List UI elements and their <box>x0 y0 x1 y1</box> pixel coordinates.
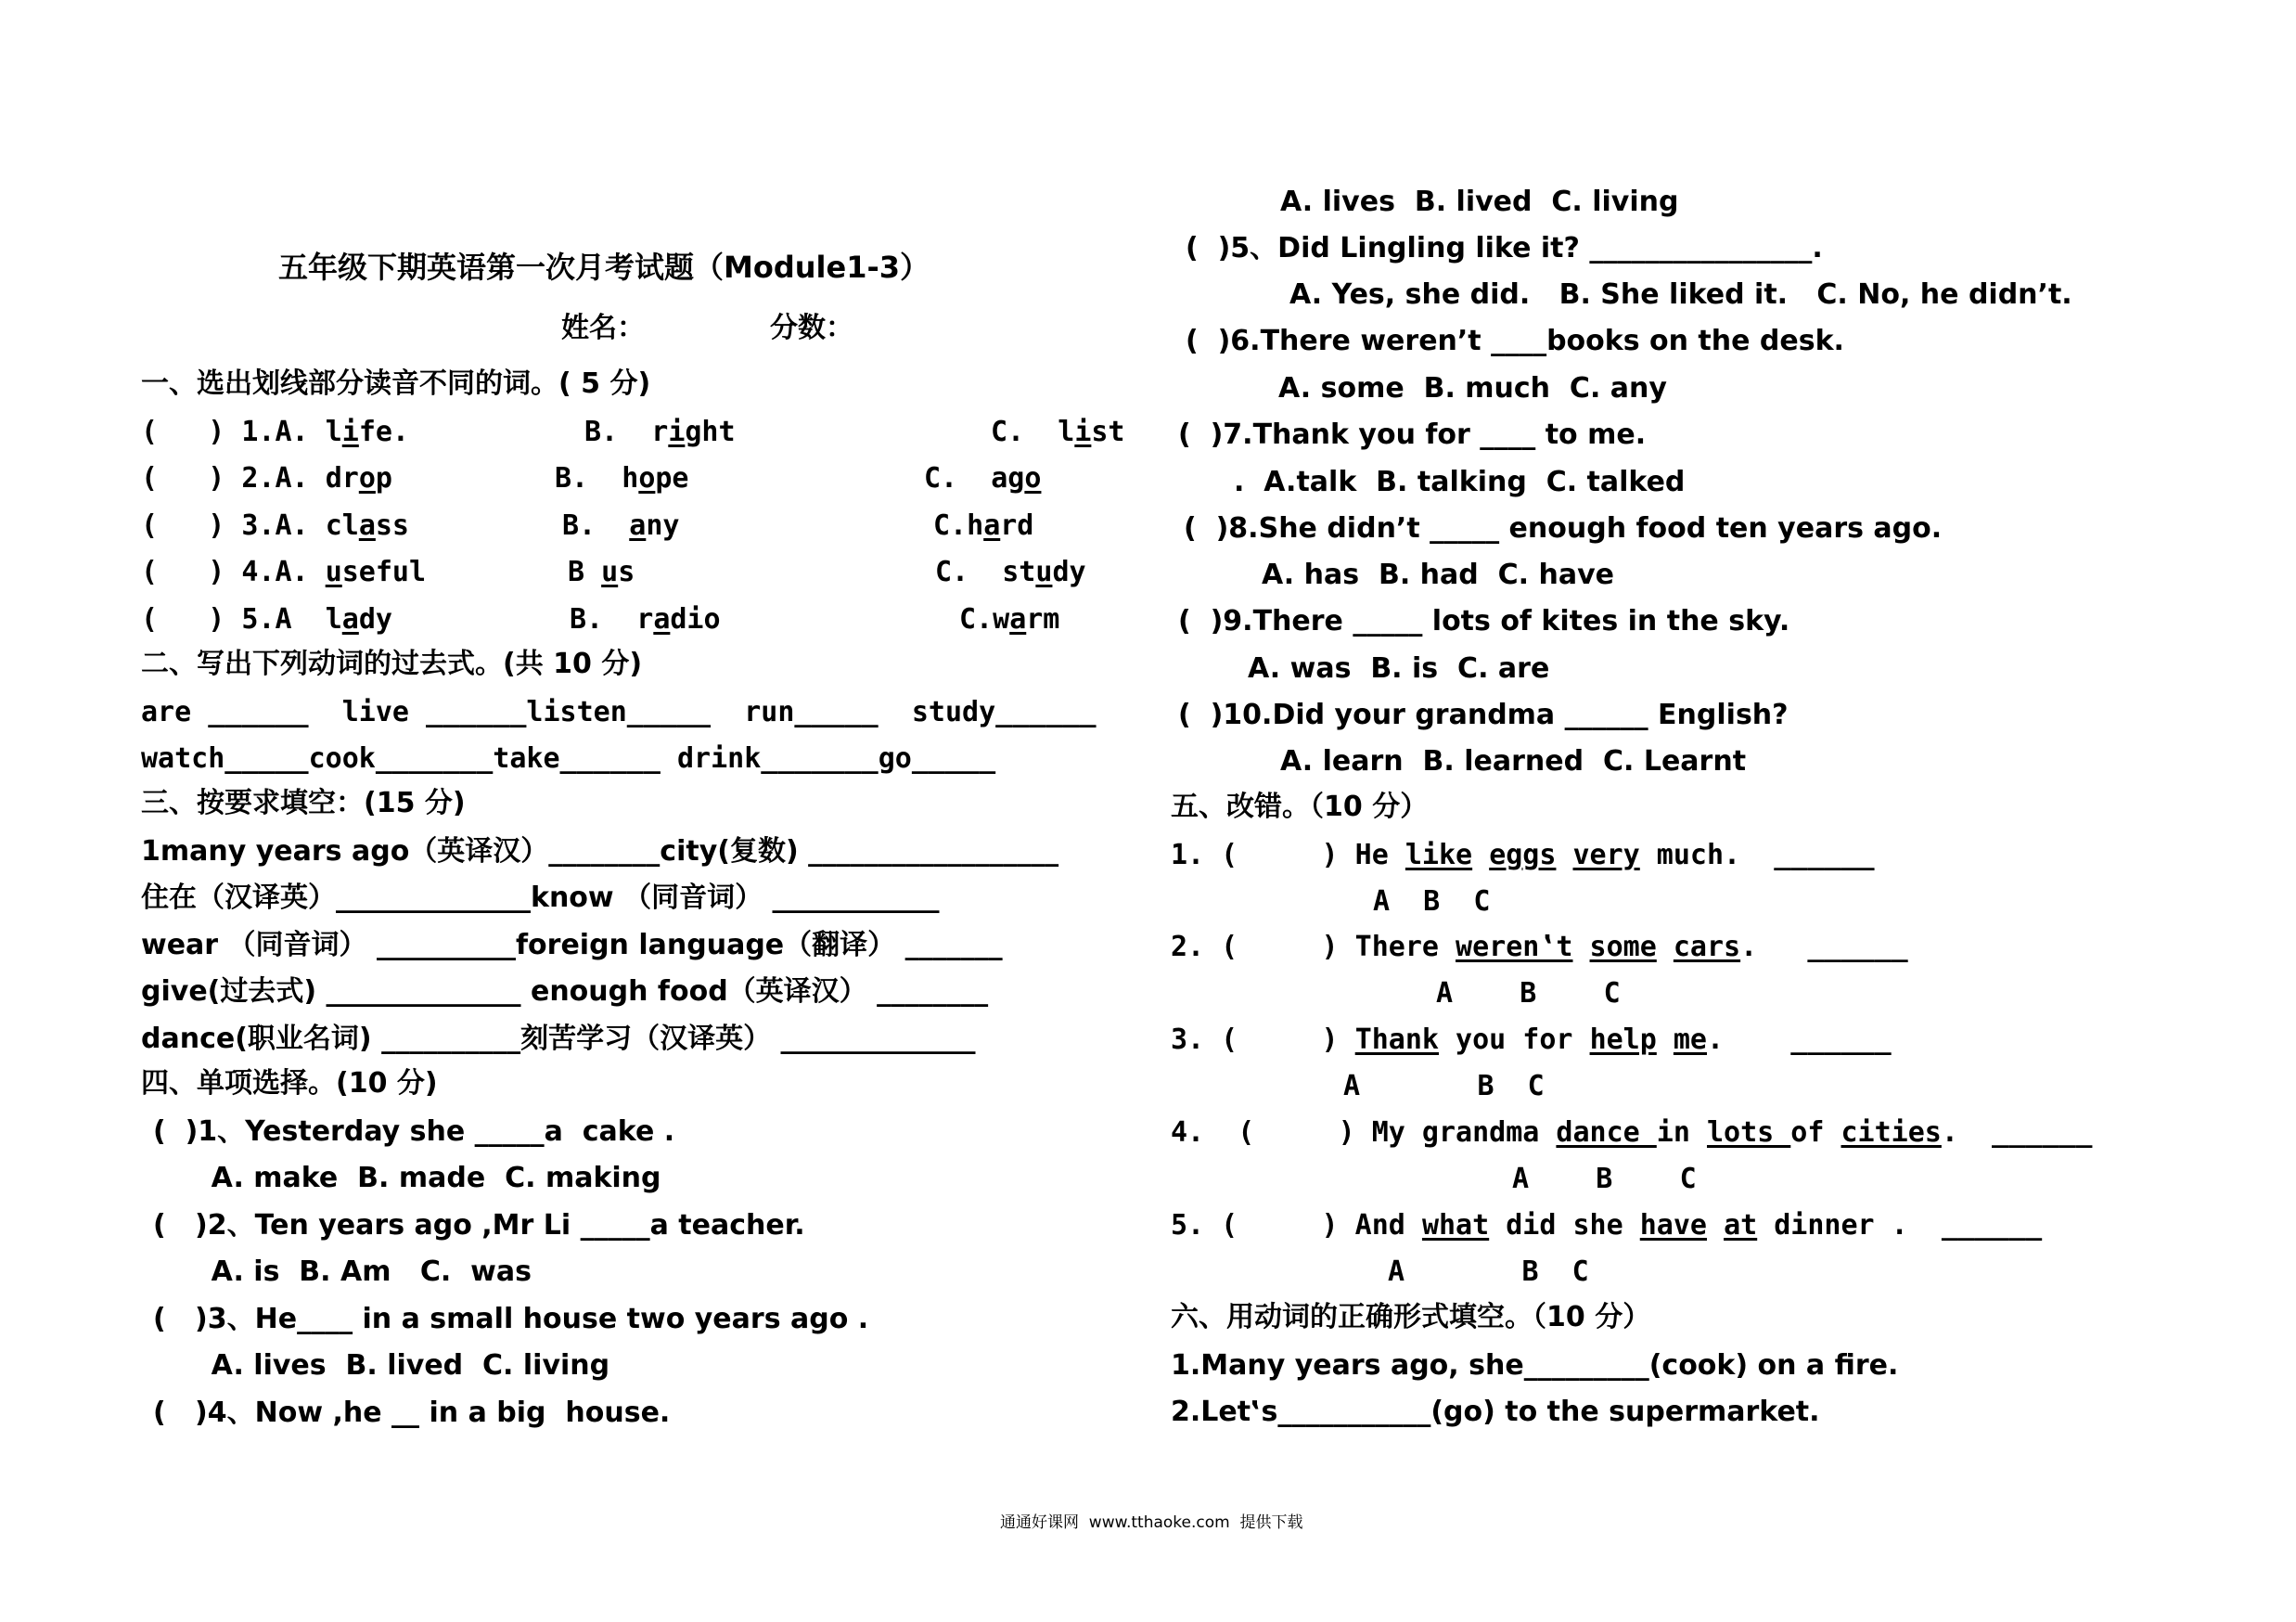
correction-item-3: 3. ( ) Thank you for help me. ______ <box>1171 1023 1892 1056</box>
phonics-option-b: B. right <box>584 416 736 448</box>
name-label: 姓名： <box>561 312 645 344</box>
section3-heading: 三、按要求填空：(15 分) <box>141 787 466 819</box>
phonics-option-b: B. hope <box>555 462 689 495</box>
phonics-item-2: ( ) 2.A. drop <box>141 462 392 495</box>
phonics-item-3: ( ) 3.A. class <box>141 509 409 542</box>
section2-heading: 二、写出下列动词的过去式。(共 10 分) <box>141 648 643 680</box>
correction-letters-1: A B C <box>1373 885 1491 918</box>
section5-heading: 五、改错。（10 分） <box>1171 791 1429 823</box>
choice-line-4: A. is B. Am C. was <box>153 1255 532 1288</box>
phonics-option-c: C. ago <box>924 462 1042 495</box>
choice-line-18: A. was B. is C. are <box>1248 652 1550 685</box>
choice-line-6: A. lives B. lived C. living <box>153 1349 610 1382</box>
score-label: 分数： <box>770 312 853 344</box>
choice-line-11: ( )6.There weren’t ____books on the desk. <box>1186 325 1844 357</box>
phonics-option-c: C. list <box>991 416 1125 448</box>
fill-line-5: dance(职业名词) __________刻苦学习（汉译英） ______________ <box>141 1023 976 1055</box>
fill-line-1: 1many years ago（英译汉）________city(复数) __________________ <box>141 835 1059 868</box>
verb-form-line-2: 2.Let‛s___________(go) to the supermarket. <box>1171 1396 1820 1428</box>
correction-item-5: 5. ( ) And what did she have at dinner . ______ <box>1171 1209 2043 1242</box>
correction-letters-3: A B C <box>1343 1070 1545 1102</box>
phonics-item-4: ( ) 4.A. useful <box>141 556 427 588</box>
phonics-option-c: C.hard <box>933 509 1034 542</box>
choice-line-12: A. some B. much C. any <box>1278 372 1667 405</box>
choice-line-9: ( )5、Did Lingling like it? ________________. <box>1186 232 1823 264</box>
choice-line-8: A. lives B. lived C. living <box>1280 186 1679 218</box>
correction-item-1: 1. ( ) He like eggs very much. ______ <box>1171 839 1875 871</box>
section6-heading: 六、用动词的正确形式填空。（10 分） <box>1171 1301 1651 1333</box>
choice-line-16: A. has B. had C. have <box>1262 559 1614 591</box>
correction-letters-5: A B C <box>1388 1255 1589 1288</box>
phonics-item-5: ( ) 5.A lady <box>141 603 392 636</box>
past-tense-line-1: are ______ live ______listen_____ run_____ study______ <box>141 696 1097 728</box>
past-tense-line-2: watch_____cook_______take______ drink_______go_____ <box>141 742 996 775</box>
fill-line-3: wear （同音词） __________foreign language（翻译） _______ <box>141 929 1003 961</box>
choice-line-17: ( )9.There _____ lots of kites in the sky. <box>1178 605 1790 637</box>
fill-line-2: 住在（汉译英）______________know （同音词） ____________ <box>141 882 940 914</box>
choice-line-2: A. make B. made C. making <box>153 1162 661 1194</box>
page-title: 五年级下期英语第一次月考试题（Module1-3） <box>278 250 930 285</box>
verb-form-line-1: 1.Many years ago, she_________(cook) on a fire. <box>1171 1349 1899 1382</box>
phonics-item-1: ( ) 1.A. life. <box>141 416 409 448</box>
correction-item-2: 2. ( ) There weren‛t some cars. ______ <box>1171 931 1908 963</box>
phonics-option-c: C.warm <box>959 603 1060 636</box>
footer-watermark: 通通好课网 www.tthaoke.com 提供下载 <box>1000 1513 1303 1532</box>
correction-letters-2: A B C <box>1436 977 1621 1010</box>
fill-line-4: give(过去式) ______________ enough food（英译汉） ________ <box>141 975 989 1008</box>
correction-letters-4: A B C <box>1512 1163 1697 1195</box>
choice-line-5: ( )3、He____ in a small house two years ago . <box>153 1303 869 1335</box>
choice-line-1: ( )1、Yesterday she _____a cake . <box>153 1115 675 1148</box>
phonics-option-b: B. radio <box>570 603 721 636</box>
choice-line-13: ( )7.Thank you for ____ to me. <box>1178 418 1647 451</box>
choice-line-7: ( )4、Now ,he __ in a big house. <box>153 1397 671 1429</box>
choice-line-10: A. Yes, she did. B. She liked it. C. No, he didn’t. <box>1289 278 2072 311</box>
phonics-option-c: C. study <box>935 556 1086 588</box>
section1-heading: 一、选出划线部分读音不同的词。( 5 分) <box>141 367 651 400</box>
choice-line-19: ( )10.Did your grandma ______ English? <box>1178 699 1789 731</box>
choice-line-15: ( )8.She didn’t _____ enough food ten years ago. <box>1184 512 1943 545</box>
choice-line-3: ( )2、Ten years ago ,Mr Li _____a teacher. <box>153 1209 805 1242</box>
phonics-option-b: B. any <box>562 509 680 542</box>
correction-item-4: 4. ( ) My grandma dance in lots of cities. ______ <box>1171 1116 2093 1149</box>
phonics-option-b: B us <box>568 556 635 588</box>
choice-line-20: A. learn B. learned C. Learnt <box>1280 745 1747 778</box>
section4-heading: 四、单项选择。(10 分) <box>141 1067 438 1100</box>
choice-line-14: . A.talk B. talking C. talked <box>1234 466 1686 498</box>
